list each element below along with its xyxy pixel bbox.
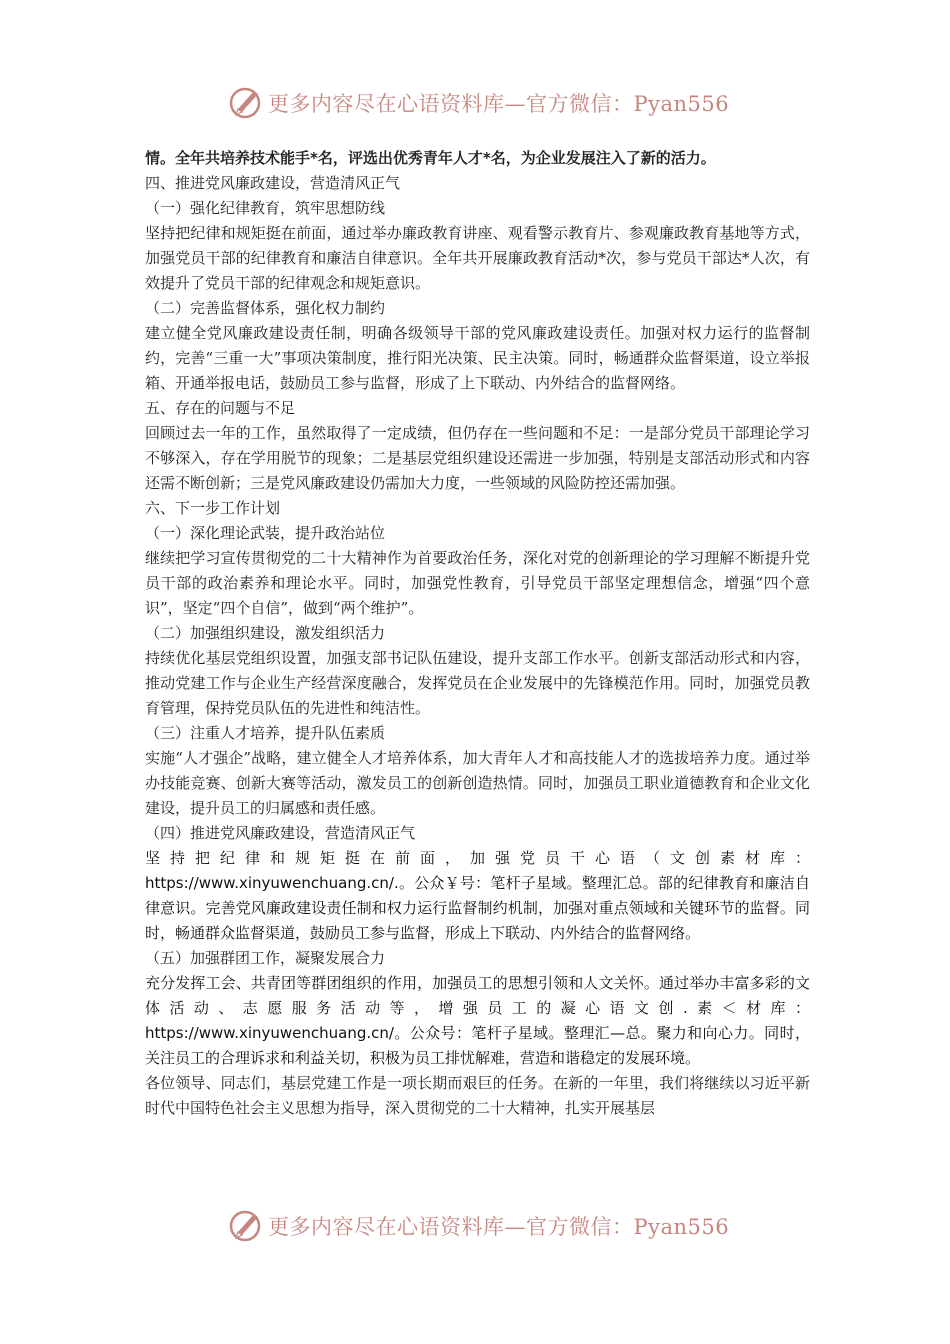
paragraph-5: 回顾过去一年的工作，虽然取得了一定成绩，但仍存在一些问题和不足：一是部分党员干部理论学习不够深入，存在学用脱节的现象；二是基层党组织建设还需进一步加强，特别是支部活动形式和内容还需不断创新；三是党风廉政建设仍需加大力度，一些领域的风险防控还需加强。	[145, 424, 810, 492]
watermark-text: 更多内容尽在心语资料库—官方微信：Pyan556	[268, 1215, 730, 1239]
paragraph-closing: 各位领导、同志们，基层党建工作是一项长期而艰巨的任务。在新的一年里，我们将继续以习近平新时代中国特色社会主义思想为指导，深入贯彻党的二十大精神，扎实开展基层	[145, 1074, 810, 1117]
pen-circle-logo-icon	[228, 1207, 264, 1243]
section-heading-4: 四、推进党风廉政建设，营造清风正气	[145, 174, 401, 192]
section-heading-5: 五、存在的问题与不足	[145, 399, 296, 417]
paragraph-4-2: 建立健全党风廉政建设责任制，明确各级领导干部的党风廉政建设责任。加强对权力运行的监督制约，完善“三重一大”事项决策制度，推行阳光决策、民主决策。同时，畅通群众监督渠道，设立举报箱、开通举报电话，鼓励员工参与监督，形成了上下联动、内外结合的监督网络。	[145, 324, 810, 392]
paragraph-6-2: 持续优化基层党组织设置，加强支部书记队伍建设，提升支部工作水平。创新支部活动形式和内容，推动党建工作与企业生产经营深度融合，发挥党员在企业发展中的先锋模范作用。同时，加强党员教育管理，保持党员队伍的先进性和纯洁性。	[145, 649, 810, 717]
paragraph-6-5: 充分发挥工会、共青团等群团组织的作用，加强员工的思想引领和人文关怀。通过举办丰富多彩的文体活动、志愿服务活动等，增强员工的凝心语文创.素＜材库：https://www.xinyuwenchuang.cn/。公众号：笔杆子星域。整理汇—总。聚力和向心力。同时，关注员工的合理诉求和利益关切，积极为员工排忧解难，营造和谐稳定的发展环境。	[145, 974, 810, 1067]
section-heading-6: 六、下一步工作计划	[145, 499, 281, 517]
watermark-banner-top	[0, 80, 950, 130]
subheading-6-5: （五）加强群团工作，凝聚发展合力	[145, 949, 386, 967]
watermark-text: 更多内容尽在心语资料库—官方微信：Pyan556	[268, 92, 730, 116]
watermark-banner-bottom	[0, 1203, 950, 1253]
subheading-6-3: （三）注重人才培养，提升队伍素质	[145, 724, 386, 742]
subheading-6-2: （二）加强组织建设，激发组织活力	[145, 624, 386, 642]
paragraph-6-3: 实施“人才强企”战略，建立健全人才培养体系，加大青年人才和高技能人才的选拔培养力度。通过举办技能竞赛、创新大赛等活动，激发员工的创新创造热情。同时，加强员工职业道德教育和企业文化建设，提升员工的归属感和责任感。	[145, 749, 810, 817]
paragraph-4-1: 坚持把纪律和规矩挺在前面，通过举办廉政教育讲座、观看警示教育片、参观廉政教育基地等方式，加强党员干部的纪律教育和廉洁自律意识。全年共开展廉政教育活动*次，参与党员干部达*人次，有效提升了党员干部的纪律观念和规矩意识。	[145, 224, 810, 292]
subheading-4-2: （二）完善监督体系，强化权力制约	[145, 299, 386, 317]
subheading-4-1: （一）强化纪律教育，筑牢思想防线	[145, 199, 386, 217]
paragraph-6-4: 坚持把纪律和规矩挺在前面，加强党员干心语（文创素材库：https://www.xinyuwenchuang.cn/.。公众￥号：笔杆子星域。整理汇总。部的纪律教育和廉洁自律意识。完善党风廉政建设责任制和权力运行监督制约机制，加强对重点领域和关键环节的监督。同时，畅通群众监督渠道，鼓励员工参与监督，形成上下联动、内外结合的监督网络。	[145, 849, 810, 942]
paragraph-continued: 情。全年共培养技术能手*名，评选出优秀青年人才*名，为企业发展注入了新的活力。	[145, 149, 716, 167]
paragraph-6-1: 继续把学习宣传贯彻党的二十大精神作为首要政治任务，深化对党的创新理论的学习理解不断提升党员干部的政治素养和理论水平。同时，加强党性教育，引导党员干部坚定理想信念，增强“四个意识”，坚定“四个自信”，做到“两个维护”。	[145, 549, 810, 617]
pen-circle-logo-icon	[228, 84, 264, 120]
document-body	[145, 146, 810, 1121]
subheading-6-4: （四）推进党风廉政建设，营造清风正气	[145, 824, 416, 842]
subheading-6-1: （一）深化理论武装，提升政治站位	[145, 524, 386, 542]
